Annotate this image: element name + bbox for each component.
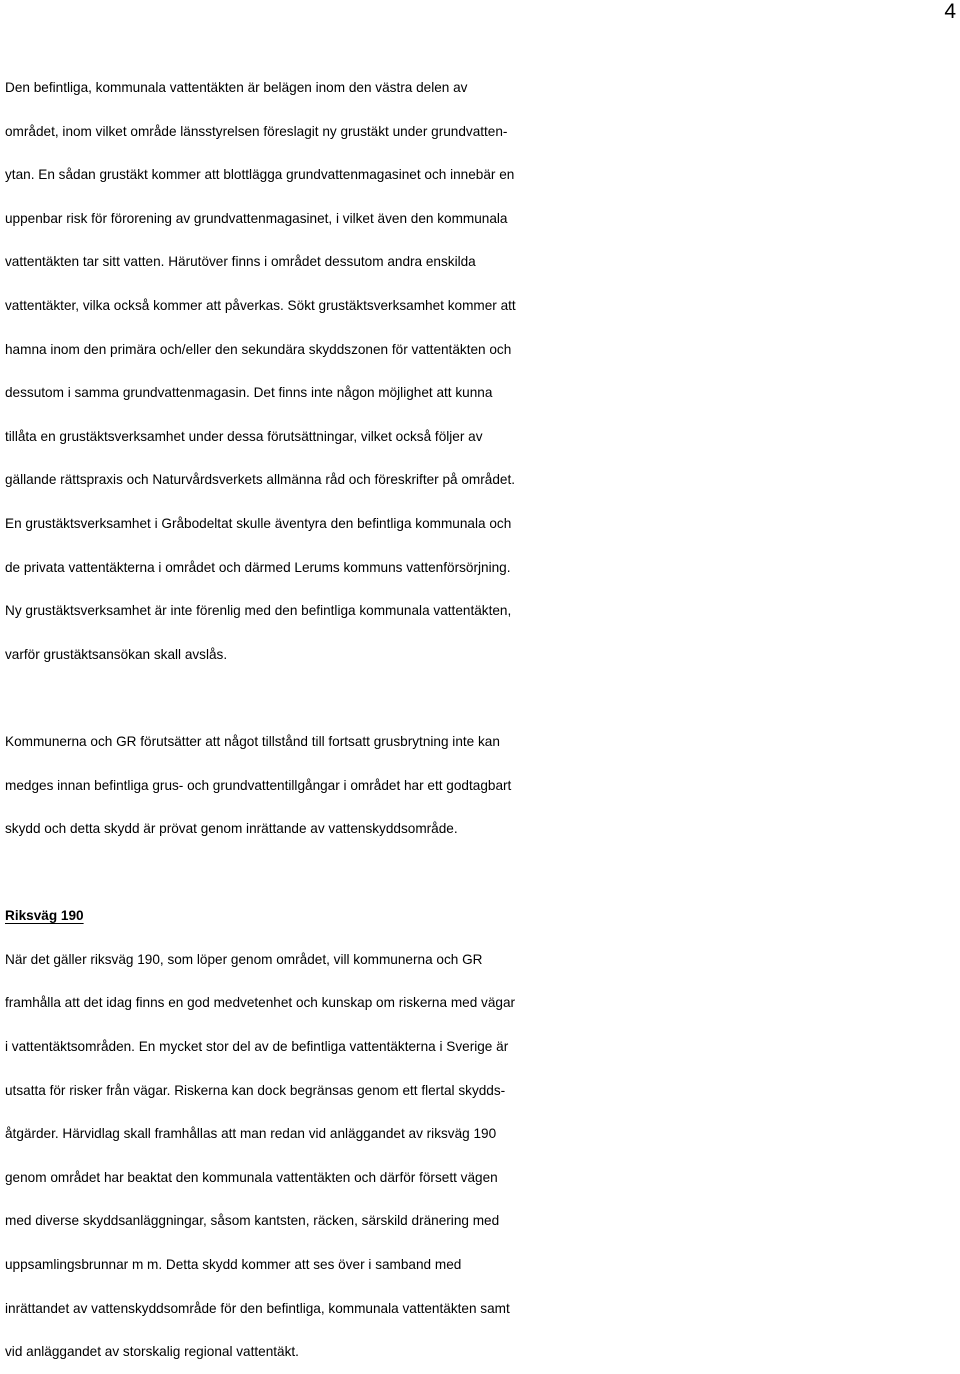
text-line: inrättandet av vattenskyddsområde för den befintliga, kommunala vattentäkten samt <box>5 1300 510 1316</box>
text-line: ytan. En sådan grustäkt kommer att blottlägga grundvattenmagasinet och innebär en <box>5 167 515 183</box>
text-line: gällande rättspraxis och Naturvårdsverkets allmänna råd och föreskrifter på området. <box>5 472 516 488</box>
text-line: uppenbar risk för förorening av grundvattenmagasinet, i vilket även den kommunala <box>5 210 508 226</box>
text-line: vattentäkten tar sitt vatten. Härutöver finns i området dessutom andra enskilda <box>5 254 476 270</box>
text-line: När det gäller riksväg 190, som löper genom området, vill kommunerna och GR <box>5 951 483 967</box>
text-line: Ny grustäktsverksamhet är inte förenlig med den befintliga kommunala vattentäkten, <box>5 603 512 619</box>
text-line: dessutom i samma grundvattenmagasin. Det finns inte någon möjlighet att kunna <box>5 385 493 401</box>
text-line: vid anläggandet av storskalig regional vattentäkt. <box>5 1344 299 1360</box>
text-line: vattentäkter, vilka också kommer att påverkas. Sökt grustäktsverksamhet kommer att <box>5 297 516 313</box>
text-line: varför grustäktsansökan skall avslås. <box>5 646 228 662</box>
text-line: åtgärder. Härvidlag skall framhållas att man redan vid anläggandet av riksväg 190 <box>5 1126 497 1142</box>
paragraph-spacer <box>5 851 960 895</box>
text-line: de privata vattentäkterna i området och därmed Lerums kommuns vattenförsörjning. <box>5 559 511 575</box>
text-line: medges innan befintliga grus- och grundvattentillgångar i området har ett godtagbart <box>5 777 512 793</box>
text-line: skydd och detta skydd är prövat genom inrättande av vattenskyddsområde. <box>5 821 458 837</box>
text-line: tillåta en grustäktsverksamhet under dessa förutsättningar, vilket också följer av <box>5 428 483 444</box>
text-line: framhålla att det idag finns en god medvetenhet och kunskap om riskerna med vägar <box>5 995 516 1011</box>
text-line: området, inom vilket område länsstyrelsen föreslagit ny grustäkt under grundvatten- <box>5 123 508 139</box>
text-line: En grustäktsverksamhet i Gråbodeltat skulle äventyra den befintliga kommunala och <box>5 515 512 531</box>
paragraph-spacer <box>5 676 960 720</box>
document-body <box>5 66 960 1374</box>
page-number: 4 <box>944 0 956 23</box>
paragraph-municipal-requirements <box>5 720 960 851</box>
text-line: utsatta för risker från vägar. Riskerna kan dock begränsas genom ett flertal skydds- <box>5 1082 506 1098</box>
text-line: uppsamlingsbrunnar m m. Detta skydd kommer att ses över i samband med <box>5 1257 462 1273</box>
text-line: med diverse skyddsanläggningar, såsom kantsten, räcken, särskild dränering med <box>5 1213 500 1229</box>
text-line: Kommunerna och GR förutsätter att något tillstånd till fortsatt grusbrytning inte kan <box>5 733 500 749</box>
paragraph-groundwater-source <box>5 66 960 676</box>
text-line: hamna inom den primära och/eller den sekundära skyddszonen för vattentäkten och <box>5 341 512 357</box>
text-line: i vattentäktsområden. En mycket stor del av de befintliga vattentäkterna i Sverige är <box>5 1039 509 1055</box>
text-line: genom området har beaktat den kommunala vattentäkten och därför försett vägen <box>5 1169 498 1185</box>
section-heading: Riksväg 190 <box>5 908 84 924</box>
text-line: Den befintliga, kommunala vattentäkten är belägen inom den västra delen av <box>5 80 468 95</box>
section-riksvag-190 <box>5 894 960 1374</box>
